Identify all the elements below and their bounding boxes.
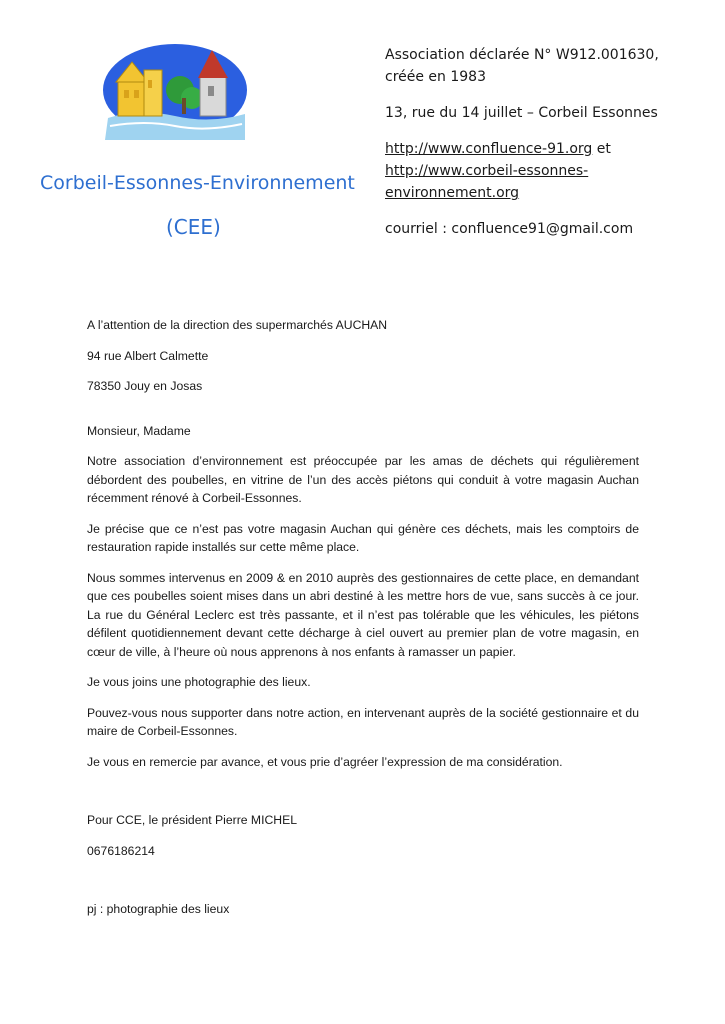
website-line	[385, 138, 685, 160]
recipient-line: A l’attention de la direction des supermarchés AUCHAN	[87, 318, 388, 332]
village-logo-icon	[100, 40, 250, 140]
attachment-note: pj : photographie des lieux	[87, 902, 230, 916]
paragraph: Je précise que ce n’est pas votre magasin Auchan qui génère ces déchets, mais les comptoirs de restauration rapide installés sur cette même place.	[87, 521, 639, 554]
paragraph: Nous sommes intervenus en 2009 & en 2010 auprès des gestionnaires de cette place, en demandant que ces poubelles soient mises dans un abri destiné à les mettre hors de vue, sans succès à ce jour. La rue du Général Leclerc est très passante, et il n’est pas tolérable que les véhicules, les piétons défilent quotidiennement devant cette décharge à ciel ouvert au premier plan de votre magasin, en cœur de ville, à l’heure où nous apprenons à nos enfants à ramasser un papier.	[87, 570, 639, 659]
recipient-street: 94 rue Albert Calmette	[87, 348, 209, 363]
organization-abbreviation: (CEE)	[166, 215, 221, 239]
website-joiner: et	[592, 141, 611, 157]
paragraph: Je vous joins une photographie des lieux.	[87, 675, 311, 689]
recipient-city: 78350 Jouy en Josas	[87, 379, 203, 393]
email-line: courriel : confluence91@gmail.com	[385, 221, 634, 237]
phone-number: 0676186214	[87, 843, 155, 858]
paragraph: Notre association d’environnement est préoccupée par les amas de déchets qui régulièrement débordent des poubelles, en vitrine de l’un des accès piétons qui conduit à votre magasin Auchan récemment rénové à Corbeil-Essonnes.	[87, 454, 639, 505]
association-creation: créée en 1983	[385, 69, 487, 85]
letter-body	[87, 316, 639, 931]
signature: Pour CCE, le président Pierre MICHEL	[87, 813, 297, 827]
paragraph: Je vous en remercie par avance, et vous prie d’agréer l’expression de ma considération.	[87, 754, 563, 769]
header-contact-block	[385, 44, 685, 240]
website-link-confluence[interactable]: http://www.confluence-91.org	[385, 141, 593, 157]
paragraph: Pouvez-vous nous supporter dans notre action, en intervenant auprès de la société gestionnaire et du maire de Corbeil-Essonnes.	[87, 705, 639, 738]
salutation: Monsieur, Madame	[87, 423, 191, 438]
website-link-cee[interactable]: http://www.corbeil-essonnes-environnement.org	[385, 163, 589, 201]
association-address: 13, rue du 14 juillet – Corbeil Essonnes	[385, 105, 658, 121]
association-registration: Association déclarée N° W912.001630,	[385, 47, 659, 63]
organization-name: Corbeil-Essonnes-Environnement	[40, 172, 355, 194]
